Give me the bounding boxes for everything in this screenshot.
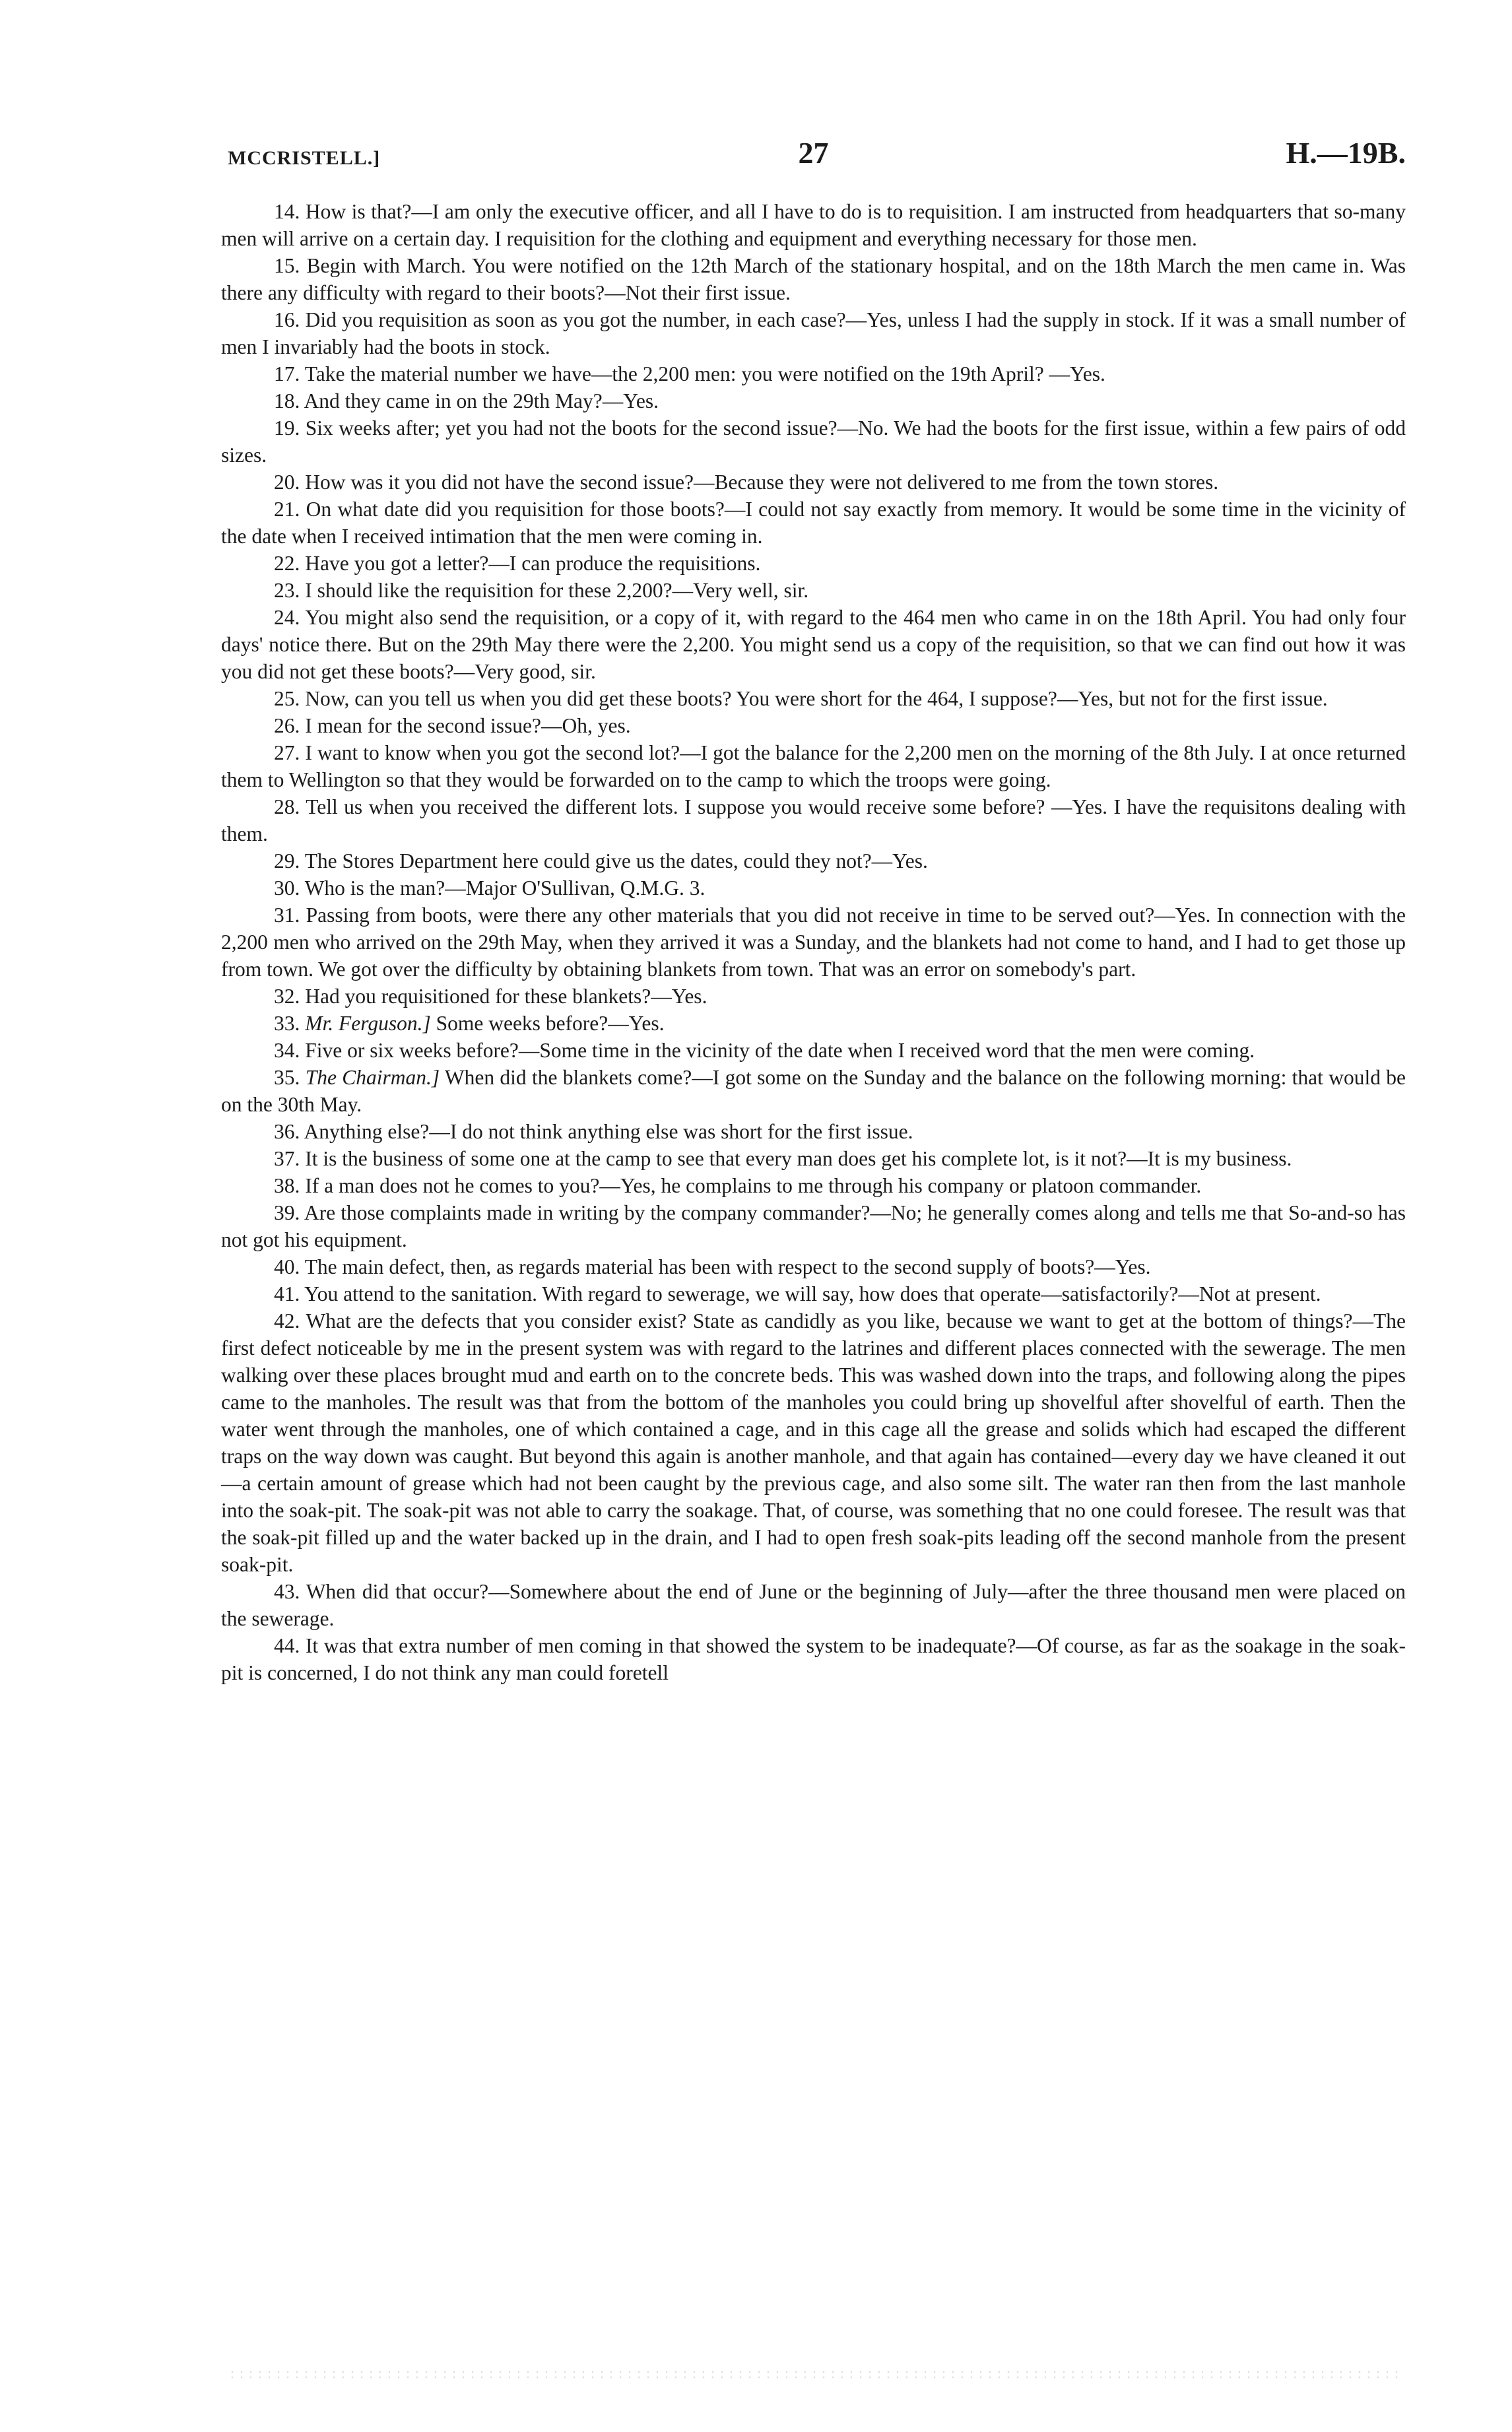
question-number: 18. bbox=[274, 389, 300, 412]
question-answer-text: How was it you did not have the second issue?—Because they were not delivered to me from the town stores. bbox=[305, 471, 1219, 494]
page-header bbox=[221, 135, 1406, 181]
question-answer-text: Are those complaints made in writing by the company commander?—No; he generally comes along and tells me that So-and-so has not got his equipment. bbox=[221, 1201, 1406, 1251]
speaker-attribution: The Chairman.] bbox=[305, 1066, 440, 1089]
question-answer-paragraph bbox=[221, 685, 1406, 712]
question-number: 16. bbox=[274, 308, 300, 331]
question-number: 19. bbox=[274, 416, 300, 440]
question-answer-paragraph bbox=[221, 1010, 1406, 1037]
question-answer-text: The main defect, then, as regards material has been with respect to the second supply of boots?—Yes. bbox=[304, 1255, 1151, 1278]
question-answer-text: If a man does not he comes to you?—Yes, he complains to me through his company or platoon commander. bbox=[305, 1174, 1202, 1197]
question-answer-text: Who is the man?—Major O'Sullivan, Q.M.G. 3. bbox=[304, 876, 706, 900]
question-answer-paragraph bbox=[221, 252, 1406, 306]
question-answer-text: Some weeks before?—Yes. bbox=[436, 1012, 665, 1035]
question-answer-paragraph bbox=[221, 604, 1406, 685]
question-answer-paragraph bbox=[221, 306, 1406, 360]
question-number: 21. bbox=[274, 498, 300, 521]
question-answer-text: And they came in on the 29th May?—Yes. bbox=[304, 389, 659, 412]
question-number: 38. bbox=[274, 1174, 300, 1197]
question-number: 37. bbox=[274, 1147, 300, 1170]
question-answer-paragraph bbox=[221, 1037, 1406, 1064]
question-number: 33. bbox=[274, 1012, 300, 1035]
question-answer-paragraph bbox=[221, 360, 1406, 387]
question-answer-text: It is the business of some one at the camp to see that every man does get his complete lot, is it not?—It is my business. bbox=[305, 1147, 1292, 1170]
question-answer-paragraph bbox=[221, 577, 1406, 604]
question-answer-text: It was that extra number of men coming in that showed the system to be inadequate?—Of course, as far as the soakage in the soak-pit is concerned, I do not think any man could foretell bbox=[221, 1634, 1406, 1684]
question-number: 22. bbox=[274, 552, 300, 575]
question-answer-text: Take the material number we have—the 2,200 men: you were notified on the 19th April? —Yes. bbox=[304, 362, 1105, 385]
question-number: 39. bbox=[274, 1201, 300, 1224]
question-number: 26. bbox=[274, 714, 300, 737]
question-answer-paragraph bbox=[221, 496, 1406, 550]
scan-speckles bbox=[228, 2369, 1402, 2380]
question-number: 40. bbox=[274, 1255, 300, 1278]
question-answer-text: Five or six weeks before?—Some time in the vicinity of the date when I received word that the men were coming. bbox=[305, 1039, 1255, 1062]
question-answer-paragraph bbox=[221, 793, 1406, 847]
question-answer-text: On what date did you requisition for those boots?—I could not say exactly from memory. It would be some time in the vicinity of the date when I received intimation that the men were coming in. bbox=[221, 498, 1406, 548]
question-number: 17. bbox=[274, 362, 300, 385]
question-answer-text: When did the blankets come?—I got some on the Sunday and the balance on the following morning: that would be on the 30th May. bbox=[221, 1066, 1406, 1116]
question-answer-paragraph bbox=[221, 712, 1406, 739]
question-answer-text: The Stores Department here could give us the dates, could they not?—Yes. bbox=[304, 849, 928, 872]
question-answer-text: You might also send the requisition, or a copy of it, with regard to the 464 men who came in on the 18th April. You had only four days' notice there. But on the 29th May there were the 2,200. You might send us a copy of the requisition, so that we can find out how it was you did not get these boots?—Very good, sir. bbox=[221, 606, 1406, 683]
question-number: 42. bbox=[274, 1309, 300, 1332]
question-answer-text: Have you got a letter?—I can produce the requisitions. bbox=[305, 552, 761, 575]
question-answer-paragraph bbox=[221, 1172, 1406, 1199]
question-number: 15. bbox=[274, 254, 300, 277]
question-answer-text: Anything else?—I do not think anything else was short for the first issue. bbox=[304, 1120, 913, 1143]
question-answer-paragraph bbox=[221, 469, 1406, 496]
page-number: 27 bbox=[798, 136, 829, 170]
question-answer-paragraph bbox=[221, 983, 1406, 1010]
question-answer-paragraph bbox=[221, 1307, 1406, 1578]
question-answer-text: I mean for the second issue?—Oh, yes. bbox=[305, 714, 631, 737]
question-answer-paragraph bbox=[221, 902, 1406, 983]
question-answer-text: How is that?—I am only the executive officer, and all I have to do is to requisition. I am instructed from headquarters that so-many men will arrive on a certain day. I requisition for the clothing and equipment and everything necessary for those men. bbox=[221, 200, 1406, 250]
question-answer-paragraph bbox=[221, 739, 1406, 793]
question-number: 34. bbox=[274, 1039, 300, 1062]
question-answer-text: I want to know when you got the second lot?—I got the balance for the 2,200 men on the morning of the 8th July. I at once returned them to Wellington so that they would be forwarded on to the camp to which the troops were going. bbox=[221, 741, 1406, 791]
question-answer-text: When did that occur?—Somewhere about the end of June or the beginning of July—after the three thousand men were placed on the sewerage. bbox=[221, 1580, 1406, 1630]
question-answer-text: Now, can you tell us when you did get these boots? You were short for the 464, I suppose?—Yes, but not for the first issue. bbox=[305, 687, 1328, 710]
question-number: 31. bbox=[274, 904, 300, 927]
running-head-witness: MCCRISTELL.] bbox=[228, 147, 381, 169]
question-answer-text: Six weeks after; yet you had not the boots for the second issue?—No. We had the boots for the first issue, within a few pairs of odd sizes. bbox=[221, 416, 1406, 467]
testimony-body bbox=[221, 198, 1406, 1686]
question-answer-paragraph bbox=[221, 414, 1406, 469]
question-answer-text: Tell us when you received the different lots. I suppose you would receive some before? —Yes. I have the requisitons dealing with them. bbox=[221, 795, 1406, 845]
question-number: 23. bbox=[274, 579, 300, 602]
question-number: 43. bbox=[274, 1580, 300, 1603]
question-answer-paragraph bbox=[221, 1064, 1406, 1118]
document-reference: H.—19B. bbox=[1286, 136, 1406, 170]
question-answer-paragraph bbox=[221, 1199, 1406, 1253]
question-answer-paragraph bbox=[221, 1280, 1406, 1307]
question-number: 41. bbox=[274, 1282, 300, 1305]
question-answer-text: Did you requisition as soon as you got the number, in each case?—Yes, unless I had the supply in stock. If it was a small number of men I invariably had the boots in stock. bbox=[221, 308, 1406, 358]
question-answer-text: Had you requisitioned for these blankets?—Yes. bbox=[305, 985, 707, 1008]
question-answer-paragraph bbox=[221, 1632, 1406, 1686]
question-number: 24. bbox=[274, 606, 300, 629]
question-answer-paragraph bbox=[221, 550, 1406, 577]
question-answer-paragraph bbox=[221, 1253, 1406, 1280]
question-answer-paragraph bbox=[221, 1118, 1406, 1145]
question-number: 25. bbox=[274, 687, 300, 710]
question-number: 36. bbox=[274, 1120, 300, 1143]
question-answer-text: Passing from boots, were there any other materials that you did not receive in time to be served out?—Yes. In connection with the 2,200 men who arrived on the 29th May, when they arrived it was a Sunday, and the blankets had not come to hand, and I had to get those up from town. We got over the difficulty by obtaining blankets from town. That was an error on somebody's part. bbox=[221, 904, 1406, 981]
question-answer-paragraph bbox=[221, 387, 1406, 414]
question-answer-text: I should like the requisition for these 2,200?—Very well, sir. bbox=[305, 579, 809, 602]
question-answer-text: Begin with March. You were notified on the 12th March of the stationary hospital, and on the 18th March the men came in. Was there any difficulty with regard to their boots?—Not their first issue. bbox=[221, 254, 1406, 304]
question-answer-paragraph bbox=[221, 847, 1406, 874]
question-answer-paragraph bbox=[221, 198, 1406, 252]
question-number: 35. bbox=[274, 1066, 300, 1089]
question-number: 30. bbox=[274, 876, 300, 900]
question-number: 44. bbox=[274, 1634, 300, 1657]
question-answer-text: You attend to the sanitation. With regard to sewerage, we will say, how does that operate—satisfactorily?—Not at present. bbox=[304, 1282, 1321, 1305]
question-number: 27. bbox=[274, 741, 300, 764]
question-number: 28. bbox=[274, 795, 300, 818]
question-number: 14. bbox=[274, 200, 300, 223]
question-answer-paragraph bbox=[221, 1145, 1406, 1172]
question-answer-paragraph bbox=[221, 874, 1406, 902]
question-number: 20. bbox=[274, 471, 300, 494]
question-answer-paragraph bbox=[221, 1578, 1406, 1632]
question-number: 32. bbox=[274, 985, 300, 1008]
question-number: 29. bbox=[274, 849, 300, 872]
question-answer-text: What are the defects that you consider exist? State as candidly as you like, because we want to get at the bottom of things?—The first defect noticeable by me in the present system was with regard to the latrines and different places connected with the sewerage. The men walking over these places brought mud and earth on to the concrete beds. This was washed down into the traps, and following along the pipes came to the manholes. The result was that from the bottom of the manholes you could bring up shovelful after shovelful of earth. Then the water went through the manholes, one of which contained a cage, and in this cage all the grease and solids which had escaped the different traps on the way down was caught. But beyond this again is another manhole, and that again has contained—every day we have cleaned it out—a certain amount of grease which had not been caught by the previous cage, and also some silt. The water ran then from the last manhole into the soak-pit. The soak-pit was not able to carry the soakage. That, of course, was something that no one could foresee. The result was that the soak-pit filled up and the water backed up in the drain, and I had to open fresh soak-pits leading off the second manhole from the present soak-pit. bbox=[221, 1309, 1406, 1576]
speaker-attribution: Mr. Ferguson.] bbox=[305, 1012, 431, 1035]
